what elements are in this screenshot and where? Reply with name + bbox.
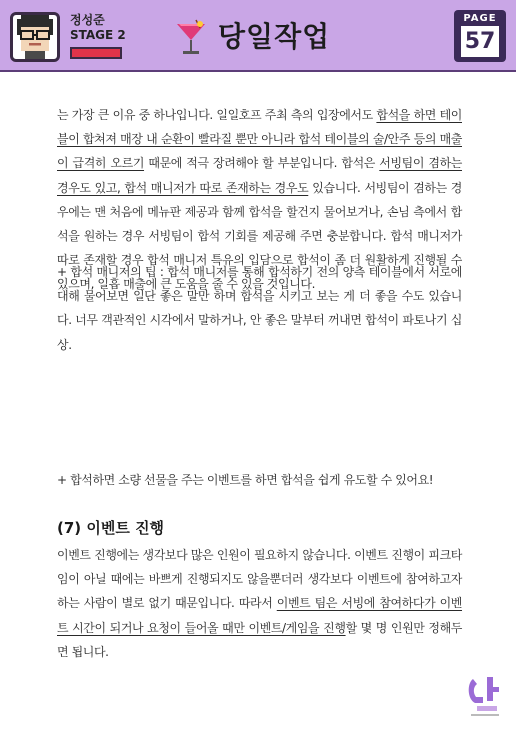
tip-text: + 합석하면 소량 선물을 주는 이벤트를 하면 합석을 쉽게 유도할 수 있어요! bbox=[57, 473, 434, 487]
section-title: (7) 이벤트 진행 bbox=[57, 519, 165, 537]
hp-bar-fill bbox=[72, 49, 120, 57]
page-title: 당일작업 bbox=[218, 20, 331, 53]
text-span: 할 몇 명 인원만 정해두면 됩니다. bbox=[57, 620, 463, 659]
hp-bar bbox=[70, 47, 122, 59]
page-number: 57 bbox=[461, 26, 499, 57]
page-label: PAGE bbox=[463, 13, 497, 24]
tip-paragraph bbox=[57, 468, 462, 492]
page-header bbox=[0, 0, 516, 72]
author-name: 정성준 bbox=[70, 13, 105, 27]
underlined-text: 이벤트 팀은 서빙에 참여하다가 이벤트 시간이 되거나 요청이 들어올 때만 이벤트/게임을 진행 bbox=[57, 596, 463, 635]
text-span: 이벤트 진행에는 생각보다 많은 인원이 필요하지 않습니다. 이벤트 진행이 피크타임이 아닐 때에는 바쁘게 진행되지도 않을뿐더러 생각보다 이벤트에 참여하고자 하는 사람이 별로 없기 때문입니다. 따라서 bbox=[57, 548, 462, 611]
text-span: 때문에 적극 장려해야 할 부분입니다. 합석은 bbox=[144, 156, 380, 171]
pixel-avatar-icon bbox=[10, 12, 60, 62]
paragraph-event bbox=[57, 543, 462, 664]
text-span: 있습니다. 서빙팀이 겸하는 경우에는 맨 처음에 메뉴판 제공과 함께 합석을 할건지 물어보거나, 손님 측에서 합석을 원하는 경우 서빙팀이 합석 기회를 제공해 주면 충분합니다. 합석 매니저가 따로 존재할 경우 합석 매니저 특유의 입담으로 합석이 좀 더 원활하게 진행될 수 있으며, 일흡 매출에 큰 도움을 줄 수 있을 것입니다. bbox=[57, 180, 462, 292]
text-span: 는 가장 큰 이유 중 하나입니다. 일일호프 주최 측의 입장에서도 bbox=[57, 108, 377, 122]
stage-label: STAGE 2 bbox=[70, 28, 126, 42]
tip-paragraph bbox=[57, 260, 462, 357]
underlined-text: 합석을 하면 테이블이 합쳐져 매장 내 순환이 빨라질 뿐만 아니라 합석 테이블의 술/안주 등의 매출이 급격히 오르기 bbox=[57, 108, 462, 171]
page-badge bbox=[454, 10, 506, 62]
underlined-text: 서빙팀이 겸하는 경우도 있고, 합석 매니저가 따로 존재하는 경우도 bbox=[57, 156, 462, 195]
cocktail-icon bbox=[174, 18, 208, 58]
tip-text: + 합석 매니저의 팁 : 합석 매니저를 통해 합석하기 전의 양측 테이블에서 서로에 대해 물어보면 일단 좋은 말만 하며 합석을 시키고 보는 게 더 좋을 수도 있습니다. 너무 객관적인 시각에서 말하거나, 안 좋은 말부터 꺼내면 합석이 파토나기 십상. bbox=[57, 265, 462, 352]
brand-logo-icon bbox=[463, 671, 507, 719]
